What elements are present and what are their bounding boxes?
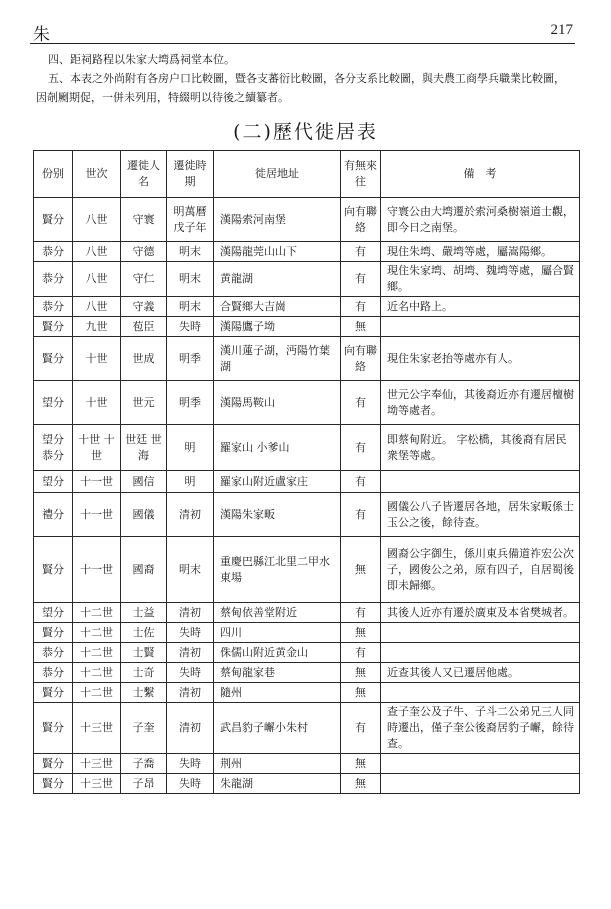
cell-remark: 現住朱塆、嚴塆等處，屬嵩陽鄉。 <box>381 242 580 262</box>
cell-address: 朱龍湖 <box>214 774 341 794</box>
cell-generation: 八世 <box>73 297 121 317</box>
cell-generation: 八世 <box>73 242 121 262</box>
cell-person: 苞臣 <box>121 317 167 337</box>
cell-contact: 向有聯絡 <box>341 337 381 381</box>
cell-fen: 賢分 <box>34 623 73 643</box>
table-title: (二)歷代徙居表 <box>233 121 378 143</box>
cell-fen: 望分 恭分 <box>34 425 73 471</box>
cell-fen: 賢分 <box>34 683 73 703</box>
cell-address: 漢陽龍莞山山下 <box>214 242 341 262</box>
cell-period: 失時 <box>167 774 214 794</box>
cell-fen: 恭分 <box>34 297 73 317</box>
cell-address: 漢川蓮子湖，沔陽竹葉湖 <box>214 337 341 381</box>
cell-period: 清初 <box>167 643 214 663</box>
page-number: 217 <box>550 22 573 38</box>
table-row <box>34 703 580 754</box>
cell-person: 子昂 <box>121 774 167 794</box>
cell-remark <box>381 623 580 643</box>
cell-generation: 十世 <box>73 381 121 425</box>
cell-period: 明 <box>167 425 214 471</box>
cell-period: 明末 <box>167 262 214 297</box>
column-header-time: 遷徙時期 <box>167 151 214 198</box>
cell-fen: 禮分 <box>34 493 73 537</box>
table-row <box>34 754 580 774</box>
cell-address: 漢陽馬鞍山 <box>214 381 341 425</box>
cell-contact: 向有聯絡 <box>341 198 381 242</box>
table-row <box>34 262 580 297</box>
cell-period: 明末 <box>167 297 214 317</box>
cell-period: 清初 <box>167 603 214 623</box>
cell-address: 黄龍湖 <box>214 262 341 297</box>
cell-contact: 無 <box>341 663 381 683</box>
cell-person: 世成 <box>121 337 167 381</box>
cell-address: 漢陽索河南堡 <box>214 198 341 242</box>
cell-period: 明末 <box>167 537 214 603</box>
cell-person: 守義 <box>121 297 167 317</box>
cell-generation: 十三世 <box>73 754 121 774</box>
cell-address: 侏儒山附近黄金山 <box>214 643 341 663</box>
cell-person: 國裔 <box>121 537 167 603</box>
cell-period: 失時 <box>167 623 214 643</box>
cell-contact: 有 <box>341 262 381 297</box>
table-row <box>34 317 580 337</box>
cell-contact: 有 <box>341 242 381 262</box>
cell-fen: 賢分 <box>34 198 73 242</box>
cell-remark <box>381 471 580 493</box>
cell-address: 羅家山 小爹山 <box>214 425 341 471</box>
cell-person: 士佐 <box>121 623 167 643</box>
cell-remark: 即蔡甸附近。 字松橋，其後裔有居民衆堡等處。 <box>381 425 580 471</box>
cell-contact: 有 <box>341 703 381 754</box>
note-paragraph: 五、本表之外尚附有各房户口比較圖，暨各支蕃衍比較圖，各分支系比較圖，與夫農工商學兵職業比較圖，因剞劂期促，一併未列用，特綴明以待後之續纂者。 <box>36 72 565 104</box>
cell-address: 合賢鄉大吉崗 <box>214 297 341 317</box>
cell-contact: 有 <box>341 643 381 663</box>
cell-generation: 十一世 <box>73 537 121 603</box>
cell-remark: 守寰公由大塆遷於索河桑樹嶺道士觀，即今日之南堡。 <box>381 198 580 242</box>
cell-fen: 賢分 <box>34 754 73 774</box>
cell-contact: 無 <box>341 537 381 603</box>
cell-fen: 賢分 <box>34 703 73 754</box>
table-row <box>34 683 580 703</box>
column-header-name: 遷徙人名 <box>121 151 167 198</box>
cell-fen: 賢分 <box>34 337 73 381</box>
header-rule <box>30 43 575 44</box>
table-row <box>34 774 580 794</box>
column-header-address: 徙居地址 <box>214 151 341 198</box>
cell-contact: 有 <box>341 381 381 425</box>
cell-contact: 無 <box>341 774 381 794</box>
cell-address: 重慶巴縣江北里二甲水東場 <box>214 537 341 603</box>
note-paragraph: 四、距祠路程以朱家大塆爲祠堂本位。 <box>48 53 235 66</box>
cell-fen: 恭分 <box>34 242 73 262</box>
table-row <box>34 242 580 262</box>
cell-remark <box>381 754 580 774</box>
cell-generation: 十三世 <box>73 703 121 754</box>
cell-contact: 有 <box>341 493 381 537</box>
cell-period: 清初 <box>167 493 214 537</box>
cell-contact: 有 <box>341 603 381 623</box>
cell-address: 漢陽朱家畈 <box>214 493 341 537</box>
cell-period: 清初 <box>167 703 214 754</box>
cell-fen: 賢分 <box>34 774 73 794</box>
cell-fen: 望分 <box>34 471 73 493</box>
migration-table <box>33 150 580 794</box>
cell-fen: 賢分 <box>34 537 73 603</box>
cell-contact: 無 <box>341 754 381 774</box>
cell-period: 明萬曆戊子年 <box>167 198 214 242</box>
cell-generation: 十一世 <box>73 493 121 537</box>
table-row <box>34 663 580 683</box>
cell-contact: 無 <box>341 683 381 703</box>
cell-person: 國儀 <box>121 493 167 537</box>
cell-person: 子奎 <box>121 703 167 754</box>
cell-person: 士奇 <box>121 663 167 683</box>
cell-fen: 賢分 <box>34 317 73 337</box>
cell-period: 明季 <box>167 381 214 425</box>
table-row <box>34 381 580 425</box>
cell-period: 清初 <box>167 683 214 703</box>
cell-generation: 十二世 <box>73 643 121 663</box>
cell-remark: 現住朱家塆、胡塆、魏塆等處，屬合賢鄉。 <box>381 262 580 297</box>
cell-period: 失時 <box>167 317 214 337</box>
cell-fen: 恭分 <box>34 663 73 683</box>
cell-person: 守德 <box>121 242 167 262</box>
cell-contact: 有 <box>341 471 381 493</box>
cell-remark <box>381 774 580 794</box>
cell-period: 失時 <box>167 663 214 683</box>
cell-person: 士賢 <box>121 643 167 663</box>
table-row <box>34 297 580 317</box>
cell-generation: 十一世 <box>73 471 121 493</box>
cell-remark: 近查其後人又已遷居他處。 <box>381 663 580 683</box>
cell-person: 世元 <box>121 381 167 425</box>
cell-contact: 有 <box>341 297 381 317</box>
cell-address: 隨州 <box>214 683 341 703</box>
cell-fen: 恭分 <box>34 643 73 663</box>
cell-person: 世廷 世海 <box>121 425 167 471</box>
cell-remark: 國裔公字御生，係川東兵備道祚宏公次子，國俊公之弟，原有四子，自居蜀後即未歸鄉。 <box>381 537 580 603</box>
cell-remark <box>381 317 580 337</box>
cell-period: 失時 <box>167 754 214 774</box>
running-header-surname: 朱 <box>33 25 50 45</box>
table-row <box>34 198 580 242</box>
cell-person: 國信 <box>121 471 167 493</box>
cell-person: 士益 <box>121 603 167 623</box>
cell-remark: 其後人近亦有遷於廣東及本省樊城者。 <box>381 603 580 623</box>
table-row <box>34 623 580 643</box>
table-row <box>34 337 580 381</box>
table-header-row <box>34 151 580 198</box>
cell-period: 明 <box>167 471 214 493</box>
cell-fen: 恭分 <box>34 262 73 297</box>
cell-address: 蔡甸依善堂附近 <box>214 603 341 623</box>
table-row <box>34 471 580 493</box>
cell-generation: 十二世 <box>73 663 121 683</box>
column-header-remark: 備 考 <box>381 151 580 198</box>
cell-generation: 九世 <box>73 317 121 337</box>
cell-contact: 無 <box>341 623 381 643</box>
cell-person: 守仁 <box>121 262 167 297</box>
cell-contact: 無 <box>341 317 381 337</box>
cell-address: 荆州 <box>214 754 341 774</box>
cell-period: 明季 <box>167 337 214 381</box>
cell-remark <box>381 683 580 703</box>
cell-remark: 近名中路上。 <box>381 297 580 317</box>
cell-person: 士繫 <box>121 683 167 703</box>
cell-generation: 八世 <box>73 262 121 297</box>
cell-remark: 國儀公八子皆遷居各地，居朱家畈係士玉公之後，餘待查。 <box>381 493 580 537</box>
cell-person: 子喬 <box>121 754 167 774</box>
cell-person: 守寰 <box>121 198 167 242</box>
table-row <box>34 425 580 471</box>
table-row <box>34 493 580 537</box>
cell-address: 漢陽鷹子坳 <box>214 317 341 337</box>
cell-contact: 有 <box>341 425 381 471</box>
cell-generation: 十二世 <box>73 683 121 703</box>
column-header-contact: 有無來往 <box>341 151 381 198</box>
cell-generation: 十世 <box>73 337 121 381</box>
column-header-fen: 份别 <box>34 151 73 198</box>
cell-generation: 八世 <box>73 198 121 242</box>
cell-remark <box>381 643 580 663</box>
cell-fen: 望分 <box>34 603 73 623</box>
cell-generation: 十三世 <box>73 774 121 794</box>
cell-remark: 查子奎公及子牛、子斗二公弟兄三人同時遷出，僅子奎公後裔居豹子嶰，餘待查。 <box>381 703 580 754</box>
cell-address: 羅家山附近盧家庄 <box>214 471 341 493</box>
cell-address: 四川 <box>214 623 341 643</box>
cell-period: 明末 <box>167 242 214 262</box>
cell-generation: 十二世 <box>73 603 121 623</box>
cell-remark: 世元公字奉仙，其後裔近亦有遷居檀樹坳等處者。 <box>381 381 580 425</box>
cell-generation: 十世 十世 <box>73 425 121 471</box>
cell-generation: 十二世 <box>73 623 121 643</box>
table-row <box>34 537 580 603</box>
cell-remark: 現住朱家老抬等處亦有人。 <box>381 337 580 381</box>
cell-address: 武昌豹子嶰小朱村 <box>214 703 341 754</box>
cell-fen: 望分 <box>34 381 73 425</box>
column-header-shi: 世次 <box>73 151 121 198</box>
table-row <box>34 603 580 623</box>
cell-address: 蔡甸龍家巷 <box>214 663 341 683</box>
table-row <box>34 643 580 663</box>
